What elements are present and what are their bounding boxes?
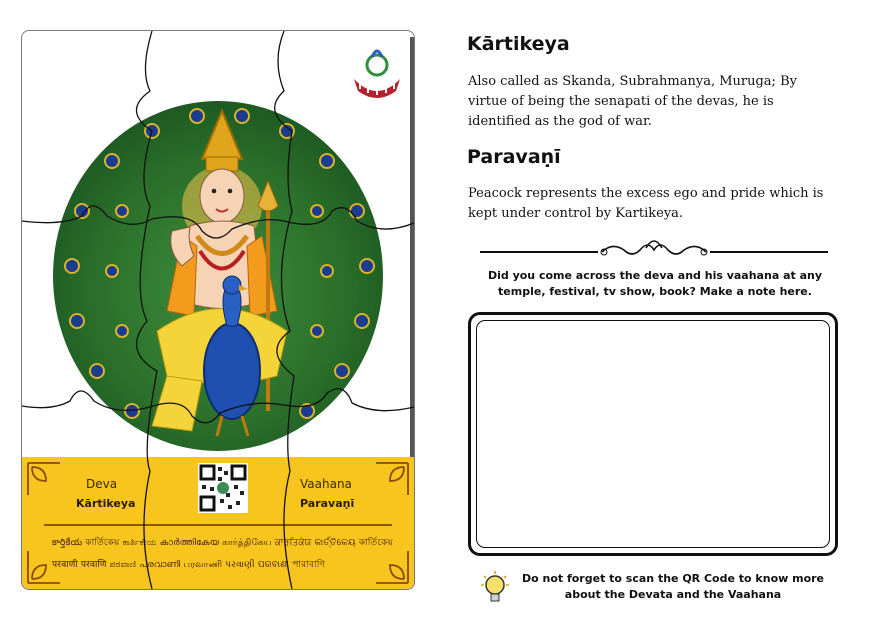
vaahana-title: Paravaṇī (467, 146, 561, 168)
band-divider (44, 524, 392, 526)
deva-description: Also called as Skanda, Subrahmanya, Muruga; By virtue of being the senapati of the devas, he is identified as the god of war. (468, 74, 797, 129)
ornament-corner-icon (374, 461, 410, 497)
vaahana-label: Vaahana (300, 477, 352, 491)
ornament-corner-icon (26, 461, 62, 497)
ornament-corner-icon (374, 549, 410, 585)
vaahana-description: Peacock represents the excess ego and pride which is kept under control by Kartikeya. (468, 186, 824, 221)
vaahana-name: Paravaṇī (300, 497, 355, 510)
qr-code-icon[interactable] (198, 463, 248, 513)
puzzle-card (21, 30, 415, 590)
logo-icon (348, 43, 406, 107)
deva-title: Kārtikeya (467, 33, 570, 55)
ornamental-divider-icon (480, 236, 828, 266)
regional-names-row-1: కార్తికేయ কাৰ্তিকেয় ಕಾರ್ತಿಕೇಯ കാർത്തികേയ கார்த்திகேய ਕਾਰਤਿਕੇਯ କାର୍ତ୍ତିକେୟ কার্তিকেয় (52, 538, 393, 548)
info-band (22, 457, 414, 589)
lightbulb-icon (481, 570, 509, 608)
card-edge (410, 37, 414, 457)
deva-name: Kārtikeya (76, 497, 136, 510)
qr-reminder: Do not forget to scan the QR Code to know more about the Devata and the Vaahana (521, 572, 825, 601)
note-box-inner[interactable] (476, 320, 830, 548)
deva-label: Deva (86, 477, 118, 491)
note-prompt: Did you come across the deva and his vaahana at any temple, festival, tv show, book? Make a note here. (487, 269, 823, 298)
note-box[interactable] (468, 312, 838, 556)
regional-names-row-2: परवाणी परवाणि ಪರವಾಣಿ പരവാണി பரவாணி પરવાણી ପରବାଣୀ পারাবাণি (52, 560, 325, 570)
